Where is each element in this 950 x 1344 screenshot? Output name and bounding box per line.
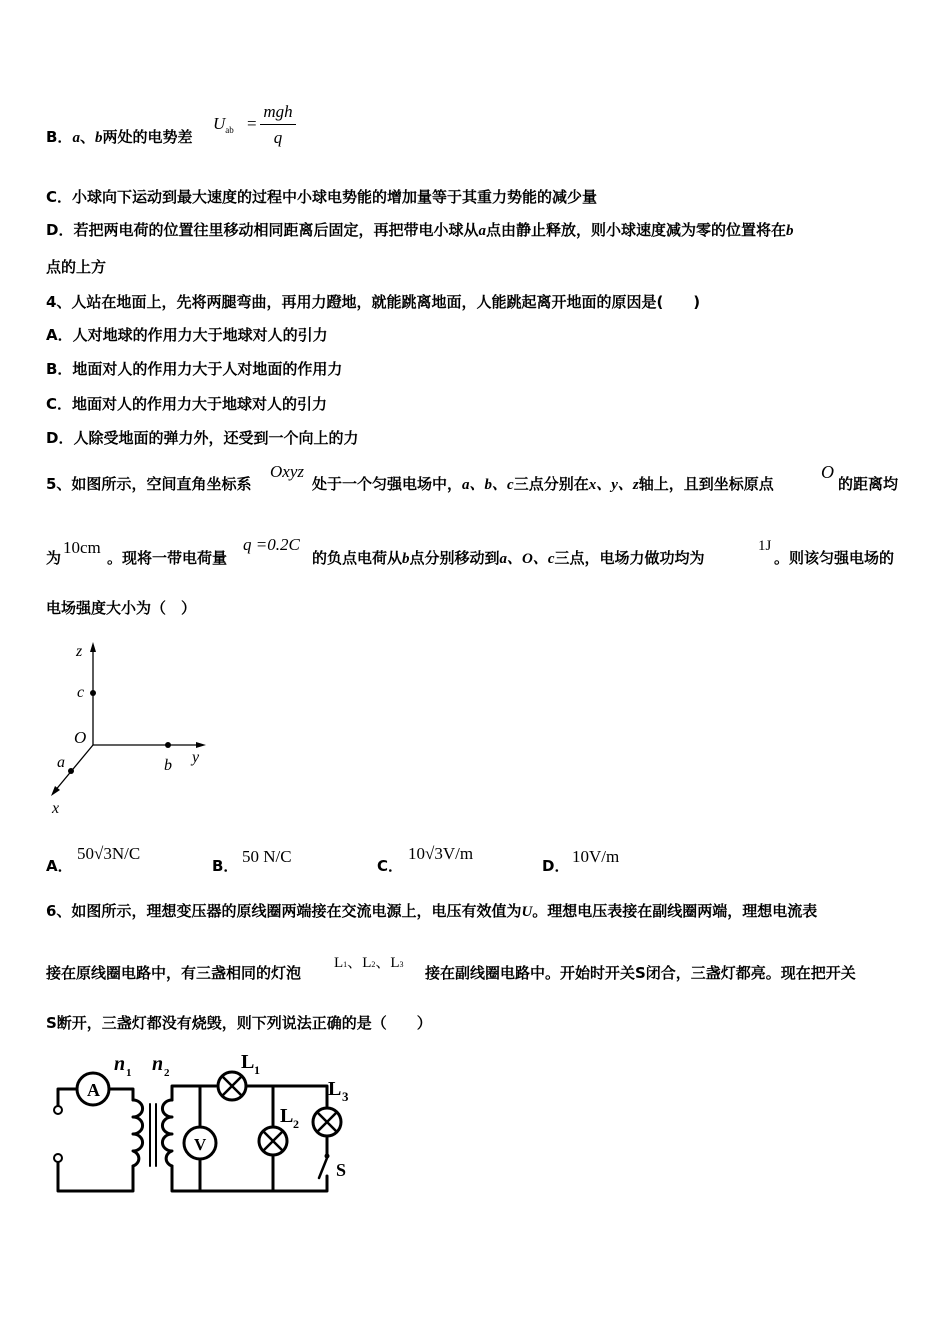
l3-subscript: 3 (342, 1089, 349, 1104)
q5-option-c-label: C． (377, 857, 404, 875)
switch-blade (319, 1158, 327, 1178)
lamp-l2-sub: 2 (371, 960, 376, 969)
fraction-numerator: mgh (263, 102, 293, 121)
point-b: b (785, 223, 794, 239)
x-arrow (51, 786, 60, 796)
distance-value: 10cm (63, 538, 101, 557)
q5-stem-line1 (46, 474, 251, 494)
q5-stem-line2-b: 。现将一带电荷量 (107, 549, 228, 567)
q6-stem-line2-a: 接在原线圈电路中，有三盏相同的灯泡 (46, 964, 302, 982)
lamp-l1-sub: 1 (343, 960, 348, 969)
stem-text: 。理想电压表接在副线圈两端，理想电流表 (532, 902, 818, 920)
point-a: a (72, 130, 80, 146)
label-a: a (57, 754, 65, 771)
voltmeter-label: V (194, 1135, 207, 1154)
charge-formula: q =0.2C (243, 535, 300, 554)
points-abc: a、b、c (462, 477, 514, 493)
q4-option-a: A．人对地球的作用力大于地球对人的引力 (46, 326, 328, 344)
q5-stem-line3: 电场强度大小为（ ） (46, 599, 197, 617)
l2-label: L (280, 1105, 294, 1127)
l2-subscript: 2 (293, 1117, 299, 1131)
n2-label: n (152, 1053, 164, 1075)
label-b: b (164, 757, 172, 774)
stem-text: 处于一个匀强电场中， (312, 475, 463, 493)
switch-contact (325, 1154, 330, 1159)
work-value: 1J (758, 538, 772, 554)
n2-subscript: 2 (164, 1067, 170, 1079)
q5-stem-line1-e: 的距离均 (838, 475, 899, 493)
q5-stem-line2-a: 为 (46, 549, 62, 567)
point-c-dot (90, 690, 96, 696)
coordinate-figure (40, 640, 220, 820)
stem-text: 5、如图所示，空间直角坐标系 (46, 475, 252, 493)
stem-text: 的负点电荷从 (312, 549, 403, 567)
option-text: 点由静止释放，则小球速度减为零的位置将在 (485, 221, 786, 239)
lamp-l2: L (362, 955, 372, 971)
primary-wire-bottom (58, 1162, 133, 1191)
label-y: y (192, 749, 200, 766)
secondary-wire-bottom (172, 1166, 327, 1191)
q5-stem-line1-b (312, 474, 774, 495)
q6-stem-line3: S断开，三盏灯都没有烧毁，则下列说法正确的是（ ） (46, 1014, 432, 1032)
primary-wire-top-right (110, 1089, 133, 1100)
n1-label: n (114, 1053, 126, 1075)
separator: 、 (79, 128, 95, 146)
input-terminal-top (54, 1106, 62, 1114)
secondary-wire-top (172, 1086, 216, 1100)
origin-symbol: O (821, 462, 834, 482)
l1-label: L (241, 1051, 255, 1073)
q5-stem-line2-c (312, 548, 705, 569)
q3-option-d-line1 (46, 220, 793, 241)
point-a-dot (68, 768, 74, 774)
stem-text: 轴上，且到坐标原点 (638, 475, 774, 493)
fraction-denominator: q (273, 128, 283, 147)
point-b: b (94, 130, 103, 146)
q5-option-d-label: D． (542, 857, 570, 875)
symbol-u: U (213, 114, 226, 133)
lamp-l3-cross (317, 1112, 337, 1132)
points-aoc: a、O、c (499, 551, 555, 567)
separator: 、 (347, 955, 363, 971)
stem-text: 三点分别在 (513, 475, 589, 493)
option-label: B． (46, 128, 73, 146)
primary-wire-top (58, 1089, 76, 1106)
z-arrow (90, 642, 96, 652)
q3-option-d-line2: 点的上方 (46, 258, 107, 276)
subscript-ab: ab (225, 125, 234, 135)
label-c: c (77, 684, 85, 701)
q5-option-a-value: 50√3N/C (77, 844, 141, 863)
fraction-bar (260, 124, 296, 125)
switch-label: S (336, 1160, 347, 1180)
stem-text: 6、如图所示，理想变压器的原线圈两端接在交流电源上，电压有效值为 (46, 902, 522, 920)
q5-option-a-label: A． (46, 857, 73, 875)
label-o: O (74, 728, 87, 747)
q4-stem: 4、人站在地面上，先将两腿弯曲，再用力蹬地，就能跳离地面，人能跳起离开地面的原因是( ) (46, 293, 701, 311)
oxyz-symbol: Oxyz (270, 462, 304, 481)
lamp-l1: L (334, 955, 344, 971)
lamp-l3-sub: 3 (399, 960, 404, 969)
label-z: z (76, 643, 83, 660)
lamp-l1-cross (222, 1076, 242, 1096)
option-text: D．若把两电荷的位置往里移动相同距离后固定，再把带电小球从 (46, 221, 479, 239)
q5-option-b-label: B． (212, 857, 239, 875)
y-arrow (196, 742, 206, 748)
l1-subscript: 1 (254, 1063, 260, 1077)
q5-option-b-value: 50 N/C (242, 847, 292, 866)
separator: 、 (375, 955, 391, 971)
formula-eq: = (247, 114, 257, 133)
primary-coil (133, 1100, 143, 1166)
transformer-circuit (40, 1048, 370, 1203)
ammeter-label: A (87, 1080, 100, 1100)
voltage-u: U (521, 904, 533, 920)
stem-text: 点分别移动到 (409, 549, 500, 567)
point-b: b (402, 551, 410, 567)
q3-option-c: C．小球向下运动到最大速度的过程中小球电势能的增加量等于其重力势能的减少量 (46, 188, 598, 206)
q4-option-c: C．地面对人的作用力大于地球对人的引力 (46, 395, 328, 413)
n1-subscript: 1 (126, 1067, 132, 1079)
stem-text: 三点，电场力做功均为 (554, 549, 705, 567)
point-a: a (478, 223, 486, 239)
axes-xyz: x、y、z (588, 477, 639, 493)
secondary-coil (162, 1100, 172, 1166)
l3-label: L (328, 1078, 342, 1100)
q5-option-c-value: 10√3V/m (408, 844, 474, 863)
lamp-l3: L (390, 955, 400, 971)
charge-value (243, 535, 300, 555)
q6-stem-line2-b: 接在副线圈电路中。开始时开关S闭合，三盏灯都亮。现在把开关 (425, 964, 856, 982)
lamp-labels (334, 951, 404, 972)
q4-option-d: D．人除受地面的弹力外，还受到一个向上的力 (46, 429, 359, 447)
option-text: 两处的电势差 (102, 128, 193, 146)
formula-u (213, 114, 234, 134)
lamp-l2-cross (263, 1131, 283, 1151)
q5-option-d-value: 10V/m (572, 847, 620, 866)
label-x: x (52, 800, 60, 817)
q6-stem-line1 (46, 901, 817, 922)
q5-stem-line2-f: 。则该匀强电场的 (774, 549, 895, 567)
input-terminal-bottom (54, 1154, 62, 1162)
q3-option-b (46, 127, 192, 148)
q4-option-b: B．地面对人的作用力大于人对地面的作用力 (46, 360, 343, 378)
point-b-dot (165, 742, 171, 748)
